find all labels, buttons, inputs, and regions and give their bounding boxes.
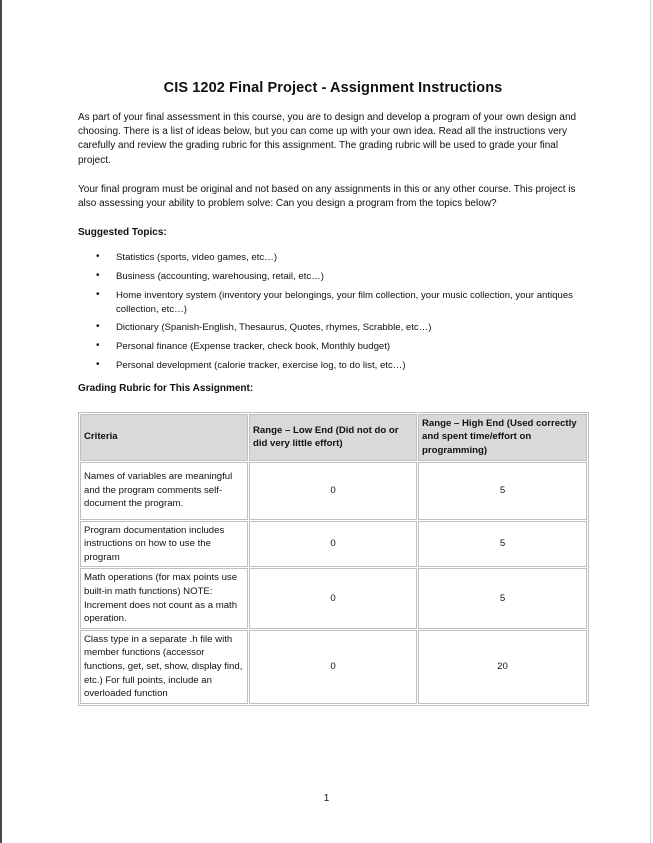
low-end-cell: 0	[249, 568, 417, 628]
high-end-cell: 5	[418, 521, 587, 568]
grading-rubric-table	[78, 412, 589, 706]
document-body	[78, 78, 588, 706]
page-right-edge	[650, 0, 651, 843]
topics-list	[78, 251, 588, 373]
criteria-cell: Program documentation includes instructions on how to use the program	[80, 521, 248, 568]
low-end-cell: 0	[249, 521, 417, 568]
low-end-cell: 0	[249, 462, 417, 520]
page-number: 1	[323, 793, 330, 804]
table-row	[80, 521, 587, 568]
low-end-cell: 0	[249, 630, 417, 704]
bullet-icon: •	[96, 270, 100, 282]
list-item	[78, 251, 588, 265]
bullet-icon: •	[96, 321, 100, 333]
criteria-cell: Names of variables are meaningful and the program comments self-document the program.	[80, 462, 248, 520]
high-end-cell: 5	[418, 568, 587, 628]
intro-paragraph: As part of your final assessment in this course, you are to design and develop a program of your own design and choosing. There is a list of ideas below, but you can come up with your own idea. Read all the instructions very carefully and review the grading rubric for this assignment. The grading rubric will be used to grade your final project.	[78, 112, 577, 166]
high-end-cell: 5	[418, 462, 587, 520]
high-end-cell: 20	[418, 630, 587, 704]
topic-text: Personal development (calorie tracker, exercise log, to do list, etc…)	[116, 360, 406, 371]
list-item	[78, 270, 588, 284]
column-header-criteria: Criteria	[80, 414, 248, 461]
table-header-row	[80, 414, 587, 461]
list-item	[78, 340, 588, 354]
suggested-topics-heading: Suggested Topics:	[78, 227, 167, 239]
table-row	[80, 568, 587, 628]
document-title: CIS 1202 Final Project - Assignment Instructions	[163, 80, 503, 96]
column-header-low-end: Range – Low End (Did not do or did very little effort)	[249, 414, 417, 461]
page-left-edge	[0, 0, 2, 843]
list-item	[78, 289, 588, 317]
bullet-icon: •	[96, 288, 100, 300]
topic-text: Business (accounting, warehousing, retail, etc…)	[116, 271, 324, 283]
originality-paragraph: Your final program must be original and not based on any assignments in this or any other course. This project is also assessing your ability to problem solve: Can you design a program from the topics below?	[78, 183, 576, 210]
bullet-icon: •	[96, 251, 100, 263]
topic-text: Personal finance (Expense tracker, check book, Monthly budget)	[116, 341, 391, 353]
table-row	[80, 462, 587, 520]
list-item	[78, 321, 588, 335]
topic-text: Home inventory system (inventory your belongings, your film collection, your music collection, your antiques collection, etc…)	[116, 289, 573, 315]
criteria-cell: Class type in a separate .h file with member functions (accessor functions, get, set, show, display find, etc.) For full points, include an overloaded function	[80, 630, 248, 704]
bullet-icon: •	[96, 359, 100, 370]
bullet-icon: •	[96, 340, 100, 352]
table-row	[80, 630, 587, 704]
column-header-high-end: Range – High End (Used correctly and spent time/effort on programming)	[418, 414, 587, 461]
grading-rubric-heading: Grading Rubric for This Assignment:	[78, 382, 254, 394]
list-item	[78, 359, 588, 373]
criteria-cell: Math operations (for max points use built-in math functions) NOTE: Increment does not count as a math operation.	[80, 568, 248, 628]
topic-text: Statistics (sports, video games, etc…)	[116, 252, 278, 264]
topic-text: Dictionary (Spanish-English, Thesaurus, Quotes, rhymes, Scrabble, etc…)	[116, 322, 432, 334]
